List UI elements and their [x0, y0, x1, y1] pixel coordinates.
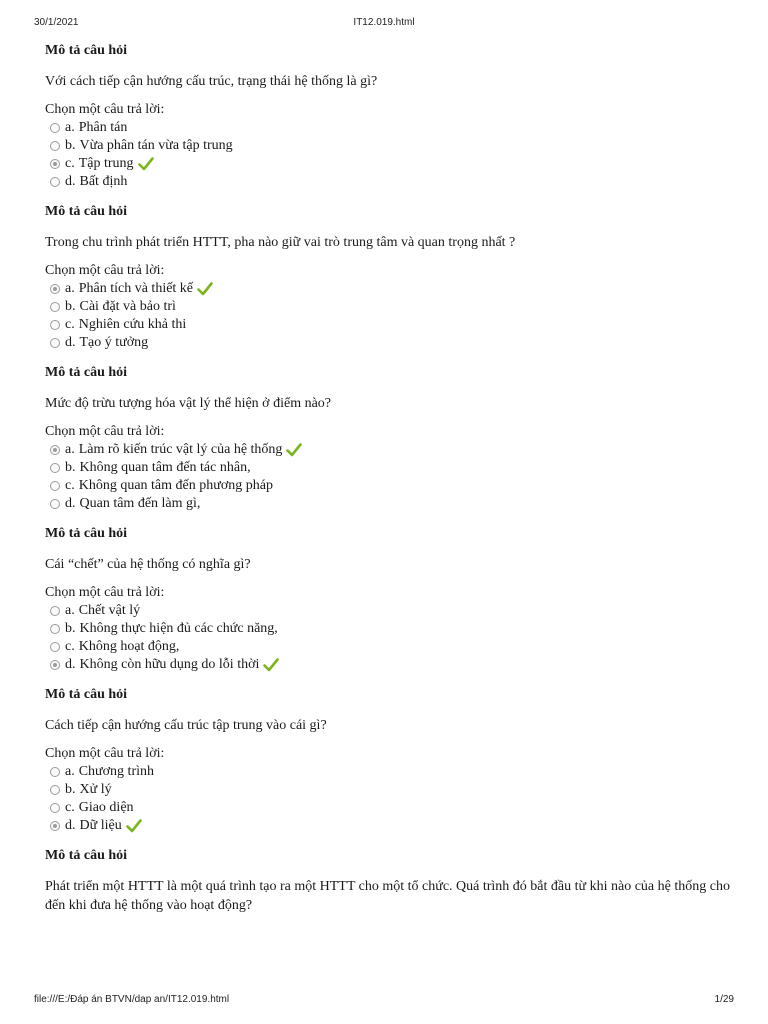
answer-text: Tạo ý tưởng — [79, 335, 149, 350]
answer-option[interactable] — [45, 656, 735, 674]
radio-button[interactable] — [50, 320, 60, 330]
print-header — [34, 17, 734, 31]
question-block — [45, 525, 735, 674]
answer-prompt: Chọn một câu trả lời: — [45, 102, 165, 117]
answer-option[interactable] — [45, 781, 735, 799]
answer-letter: a. — [65, 281, 75, 296]
answer-option[interactable] — [45, 173, 735, 191]
question-block — [45, 42, 735, 191]
answer-text: Bất định — [79, 174, 128, 189]
answer-text: Không còn hữu dụng do lỗi thời — [79, 657, 260, 672]
radio-button[interactable] — [50, 499, 60, 509]
answer-list — [45, 441, 735, 513]
question-text: Phát triển một HTTT là một quá trình tạo ra một HTTT cho một tổ chức. Quá trình đó bắt đầu từ khi nào của hệ thống cho đến khi đưa hệ thống vào hoạt động? — [45, 879, 730, 913]
answer-letter: b. — [65, 299, 76, 314]
radio-button[interactable] — [50, 803, 60, 813]
answer-letter: c. — [65, 478, 75, 493]
radio-button[interactable] — [50, 624, 60, 634]
radio-button[interactable] — [50, 660, 60, 670]
answer-letter: c. — [65, 317, 75, 332]
radio-button[interactable] — [50, 338, 60, 348]
answer-prompt: Chọn một câu trả lời: — [45, 585, 165, 600]
answer-letter: d. — [65, 496, 76, 511]
answer-letter: d. — [65, 657, 76, 672]
answer-list — [45, 280, 735, 352]
question-block — [45, 847, 735, 915]
answer-option[interactable] — [45, 763, 735, 781]
print-file-path: file:///E:/Đáp án BTVN/dap an/IT12.019.html — [34, 994, 230, 1005]
answer-letter: c. — [65, 639, 75, 654]
answer-text: Cài đặt và bảo trì — [79, 299, 176, 314]
radio-button[interactable] — [50, 159, 60, 169]
question-text: Trong chu trình phát triển HTTT, pha nào giữ vai trò trung tâm và quan trọng nhất ? — [45, 235, 516, 250]
radio-button[interactable] — [50, 302, 60, 312]
radio-button[interactable] — [50, 767, 60, 777]
radio-button[interactable] — [50, 606, 60, 616]
answer-option[interactable] — [45, 620, 735, 638]
answer-letter: a. — [65, 442, 75, 457]
answer-letter: b. — [65, 621, 76, 636]
answer-option[interactable] — [45, 441, 735, 459]
answer-option[interactable] — [45, 477, 735, 495]
question-block — [45, 364, 735, 513]
answer-letter: b. — [65, 460, 76, 475]
answer-letter: a. — [65, 764, 75, 779]
answer-list — [45, 119, 735, 191]
answer-list — [45, 602, 735, 674]
answer-text: Làm rõ kiến trúc vật lý của hệ thống — [78, 442, 283, 457]
question-title: Mô tả câu hỏi — [45, 204, 128, 219]
print-page-number: 1/29 — [714, 994, 734, 1005]
question-title: Mô tả câu hỏi — [45, 365, 128, 380]
radio-button[interactable] — [50, 463, 60, 473]
answer-letter: d. — [65, 818, 76, 833]
answer-option[interactable] — [45, 459, 735, 477]
question-text: Với cách tiếp cận hướng cấu trúc, trạng thái hệ thống là gì? — [45, 74, 378, 89]
answer-option[interactable] — [45, 137, 735, 155]
answer-option[interactable] — [45, 119, 735, 137]
radio-button[interactable] — [50, 642, 60, 652]
question-block — [45, 203, 735, 352]
question-title: Mô tả câu hỏi — [45, 848, 128, 863]
check-icon — [126, 819, 142, 833]
print-footer — [34, 994, 734, 1008]
answer-letter: a. — [65, 120, 75, 135]
check-icon — [138, 157, 154, 171]
radio-button[interactable] — [50, 821, 60, 831]
question-title: Mô tả câu hỏi — [45, 687, 128, 702]
answer-letter: d. — [65, 174, 76, 189]
answer-option[interactable] — [45, 495, 735, 513]
answer-letter: a. — [65, 603, 75, 618]
question-block — [45, 686, 735, 835]
quiz-content — [45, 36, 735, 925]
print-date: 30/1/2021 — [34, 17, 79, 28]
answer-text: Quan tâm đến làm gì, — [79, 496, 201, 511]
answer-text: Tập trung — [78, 156, 134, 171]
question-text: Mức độ trừu tượng hóa vật lý thể hiện ở điểm nào? — [45, 396, 332, 411]
radio-button[interactable] — [50, 445, 60, 455]
answer-option[interactable] — [45, 298, 735, 316]
radio-button[interactable] — [50, 177, 60, 187]
answer-text: Chương trình — [78, 764, 154, 779]
answer-letter: c. — [65, 156, 75, 171]
answer-option[interactable] — [45, 817, 735, 835]
answer-letter: b. — [65, 138, 76, 153]
answer-option[interactable] — [45, 638, 735, 656]
answer-text: Xử lý — [79, 782, 112, 797]
answer-text: Giao diện — [78, 800, 134, 815]
answer-text: Vừa phân tán vừa tập trung — [79, 138, 233, 153]
answer-letter: c. — [65, 800, 75, 815]
radio-button[interactable] — [50, 123, 60, 133]
answer-option[interactable] — [45, 316, 735, 334]
answer-text: Chết vật lý — [78, 603, 141, 618]
check-icon — [286, 443, 302, 457]
answer-prompt: Chọn một câu trả lời: — [45, 263, 165, 278]
check-icon — [197, 282, 213, 296]
answer-text: Dữ liệu — [79, 818, 122, 833]
print-doc-title: IT12.019.html — [353, 17, 415, 28]
answer-option[interactable] — [45, 280, 735, 298]
answer-option[interactable] — [45, 602, 735, 620]
question-title: Mô tả câu hỏi — [45, 526, 128, 541]
answer-text: Không quan tâm đến tác nhân, — [79, 460, 251, 475]
radio-button[interactable] — [50, 141, 60, 151]
answer-text: Phân tán — [78, 120, 128, 135]
answer-text: Phân tích và thiết kế — [78, 281, 194, 296]
answer-letter: d. — [65, 335, 76, 350]
check-icon — [263, 658, 279, 672]
answer-option[interactable] — [45, 799, 735, 817]
radio-button[interactable] — [50, 785, 60, 795]
answer-letter: b. — [65, 782, 76, 797]
radio-button[interactable] — [50, 481, 60, 491]
question-title: Mô tả câu hỏi — [45, 43, 128, 58]
answer-text: Không thực hiện đủ các chức năng, — [79, 621, 278, 636]
answer-option[interactable] — [45, 334, 735, 352]
answer-prompt: Chọn một câu trả lời: — [45, 424, 165, 439]
answer-prompt: Chọn một câu trả lời: — [45, 746, 165, 761]
answer-text: Không hoạt động, — [78, 639, 180, 654]
answer-text: Nghiên cứu khả thi — [78, 317, 187, 332]
answer-option[interactable] — [45, 155, 735, 173]
question-text: Cái “chết” của hệ thống có nghĩa gì? — [45, 557, 251, 572]
answer-list — [45, 763, 735, 835]
question-text: Cách tiếp cận hướng cấu trúc tập trung vào cái gì? — [45, 718, 327, 733]
answer-text: Không quan tâm đến phương pháp — [78, 478, 273, 493]
radio-button[interactable] — [50, 284, 60, 294]
